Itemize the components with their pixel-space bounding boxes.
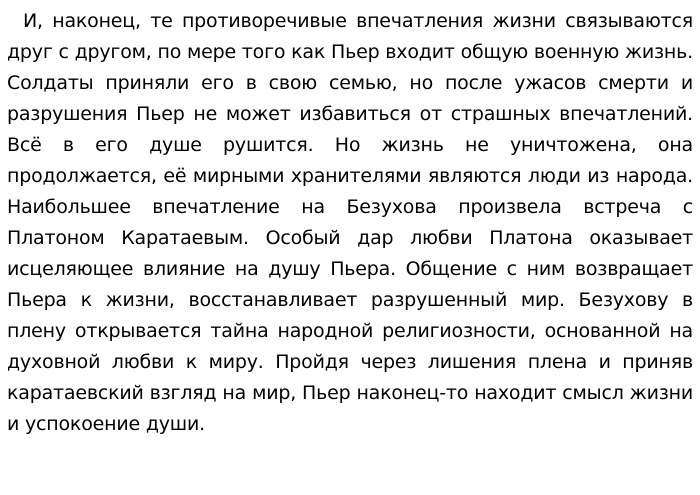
essay-paragraph: И, наконец, те противоречивые впечатления жизни связываются друг с другом, по мере того как Пьер входит общую военную жизнь. Солдаты приняли его в свою семью, но после ужасов смерти и разрушения Пьер не может избавиться от страшных впечатлений. Всё в его душе рушится. Но жизнь не уничтожена, она продолжается, её мирными хранителями являются люди из народа. Наибольшее впечатление на Безухова произвела встреча с Платоном Каратаевым. Особый дар любви Платона оказывает исцеляющее влияние на душу Пьера. Общение с ним возвращает Пьера к жизни, восстанавливает разрушенный мир. Безухову в плену открывается тайна народной религиозности, основанной на духовной любви к миру. Пройдя через лишения плена и приняв каратаевский взгляд на мир, Пьер наконец-то находит смысл жизни и успокоение души. xyxy=(7,10,693,435)
